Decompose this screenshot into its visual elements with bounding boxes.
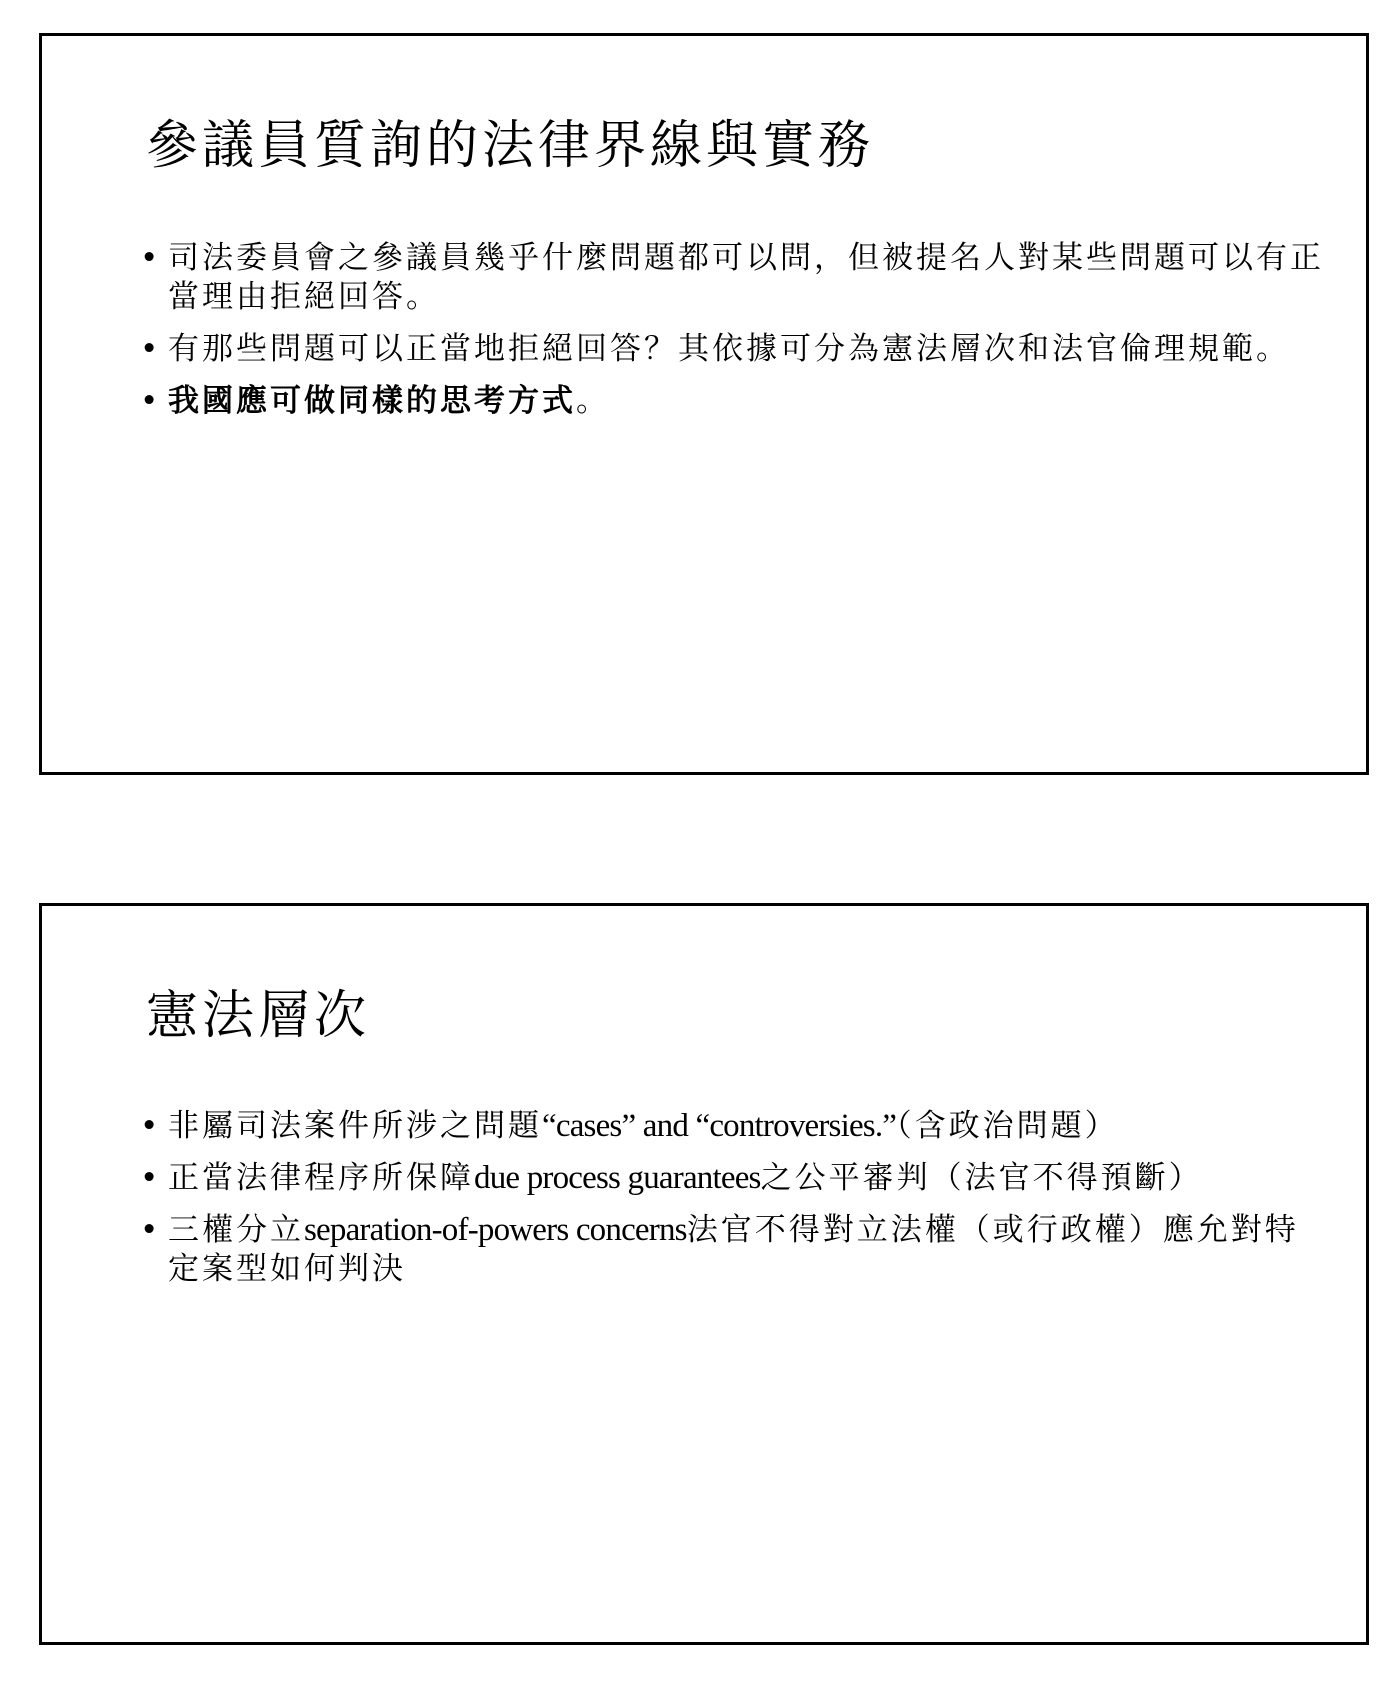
- bullet-dot: •: [140, 383, 162, 419]
- bullet-text: 有那些問題可以正當地拒絕回答？其依據可分為憲法層次和法官倫理規範。: [168, 331, 1290, 367]
- bullet-text: 之公平審判（法官不得預斷）: [760, 1160, 1203, 1196]
- bullet-list: [140, 1107, 1330, 1302]
- bullet-dot: •: [140, 1108, 162, 1144]
- bullet-text-latin: “cases” and “controversies.”: [542, 1108, 897, 1144]
- bullet-item: [140, 382, 1330, 421]
- bullet-text: （含政治問題）: [896, 1108, 1119, 1144]
- bullet-dot: •: [140, 1160, 162, 1196]
- slide-2: [39, 903, 1369, 1645]
- bullet-dot: •: [140, 240, 162, 276]
- bullet-text: 正當法律程序所保障: [168, 1160, 474, 1196]
- bullet-item: [140, 1159, 1330, 1198]
- bullet-text-latin: due process guarantees: [474, 1160, 761, 1196]
- bullet-text: 司法委員會之參議員幾乎什麼問題都可以問，但被提名人對某些問題可以有正當理由拒絕回答。: [168, 240, 1324, 315]
- bullet-list: [140, 239, 1330, 434]
- bullet-item: [140, 239, 1330, 317]
- bullet-text-bold: 我國應可做同樣的思考方式: [168, 383, 576, 419]
- bullet-item: [140, 330, 1330, 369]
- bullet-text: 三權分立: [168, 1212, 304, 1248]
- bullet-dot: •: [140, 1212, 162, 1248]
- bullet-dot: •: [140, 331, 162, 367]
- bullet-text-latin: separation-of-powers concerns: [304, 1212, 687, 1248]
- slide-title: 參議員質詢的法律界線與實務: [146, 116, 875, 176]
- slide-1: [39, 33, 1369, 775]
- bullet-text: 。: [576, 383, 610, 419]
- bullet-item: [140, 1107, 1330, 1146]
- bullet-text: 法官不得對立法權（或行政權）應允對特定案型如何判決: [168, 1212, 1299, 1287]
- slide-title: 憲法層次: [146, 986, 371, 1046]
- bullet-item: [140, 1211, 1330, 1289]
- bullet-text: 非屬司法案件所涉之問題: [168, 1108, 542, 1144]
